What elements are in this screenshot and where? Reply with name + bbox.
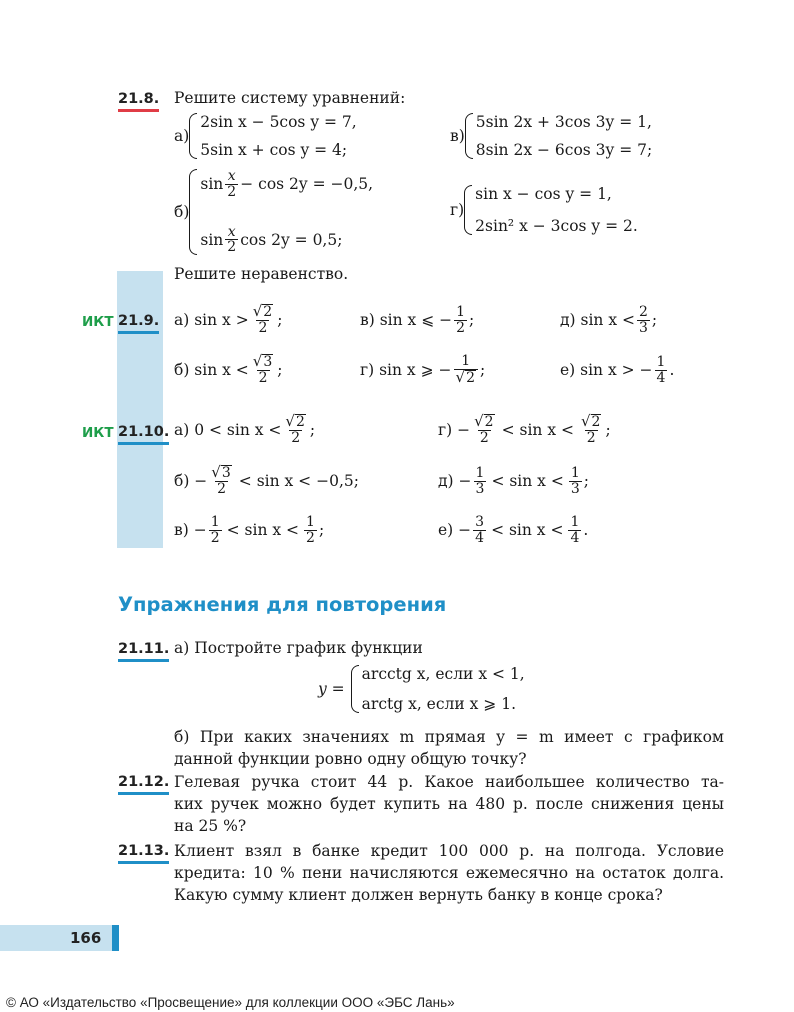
system-a xyxy=(174,112,357,160)
section-heading: Упражнения для повторения xyxy=(118,593,447,616)
system-a-line1: 2sin x − 5cos y = 7, xyxy=(200,113,357,131)
system-a-label: а) xyxy=(174,127,190,145)
page-number-accent xyxy=(112,925,119,951)
ineq-21-9-v: в) sin x ⩽ − $\frac{1}{2}$ ; xyxy=(360,303,475,336)
problem-21-11-number: 21.11. xyxy=(118,641,169,657)
system-g xyxy=(450,184,638,236)
ikt-tag-21-9: ИКТ xyxy=(82,314,114,330)
piecewise-function: y = arcctg x, если x < 1, arctg x, если x ⩾ 1. xyxy=(318,665,525,713)
ineq-21-10-d: д) − $\frac{1}{3}$ < sin x < $\frac{1}{3}$ ; xyxy=(438,464,589,497)
piecewise-case-1: arcctg x, если x < 1, xyxy=(361,665,525,683)
piecewise-case-2: arctg x, если x ⩾ 1. xyxy=(361,695,517,713)
system-b-label: б) xyxy=(174,203,190,221)
ineq-21-9-d: д) sin x < $\frac{2}{3}$ ; xyxy=(560,303,658,336)
system-g-line1: sin x − cos y = 1, xyxy=(475,185,612,203)
ineq-21-10-b: б) − √ 3 2 < sin x < −0,5; xyxy=(174,463,359,497)
ineq-21-9-e: е) sin x > − $\frac{1}{4}$ . xyxy=(560,353,675,386)
problem-21-13-text: Клиент взял в банке кредит 100 000 р. на полгода. Условие кредита: 10 % пени начисляются ежемесячно на остаток долга. Какую сумму клиент должен вернуть банку в конце срока? xyxy=(174,842,724,904)
ineq-21-9-b: б) sin x < √ 3 2 ; xyxy=(174,352,283,386)
system-v-line2: 8sin 2x − 6cos 3y = 7; xyxy=(475,141,653,159)
problem-21-10-number: 21.10. xyxy=(118,424,169,440)
ineq-21-10-a: а) 0 < sin x < √ 2 2 ; xyxy=(174,412,316,446)
system-g-line2: 2sin² x − 3cos y = 2. xyxy=(475,217,638,235)
ineq-21-10-g: г) − √ 2 2 < sin x < √ 2 2 ; xyxy=(438,412,611,446)
system-g-label: г) xyxy=(450,201,465,219)
problem-21-11-a: а) Постройте график функции xyxy=(174,639,423,657)
system-a-line2: 5sin x + cos y = 4; xyxy=(200,141,348,159)
problem-21-11-b: б) При каких значениях m прямая y = m имеет с графиком данной функции ровно одну общую точку? xyxy=(174,728,724,768)
system-v xyxy=(450,112,652,160)
system-b-line1: sin $\frac{x}{2}$ − cos 2y = −0,5, xyxy=(200,168,374,200)
system-v-label: в) xyxy=(450,127,465,145)
problem-21-12-number: 21.12. xyxy=(118,774,169,790)
ineq-21-9-a: а) sin x > √ 2 2 ; xyxy=(174,302,283,336)
system-v-line1: 5sin 2x + 3cos 3y = 1, xyxy=(475,113,652,131)
inequality-intro: Решите неравенство. xyxy=(174,265,349,283)
system-b xyxy=(174,168,373,256)
ikt-tag-21-10: ИКТ xyxy=(82,425,114,441)
problem-21-9-number: 21.9. xyxy=(118,313,159,329)
ineq-21-10-e: е) − $\frac{3}{4}$ < sin x < $\frac{1}{4}$ . xyxy=(438,513,589,546)
problem-21-12-text: Гелевая ручка стоит 44 р. Какое наибольшее количество та- ких ручек можно будет купить на 480 р. после снижения цены на 25 %? xyxy=(174,773,724,835)
problem-21-8-number: 21.8. xyxy=(118,91,159,107)
problem-21-8-text: Решите систему уравнений: xyxy=(174,89,406,107)
page-number: 166 xyxy=(70,929,102,947)
copyright-notice: © АО «Издательство «Просвещение» для коллекции ООО «ЭБС Лань» xyxy=(6,995,455,1010)
ineq-21-10-v: в) − $\frac{1}{2}$ < sin x < $\frac{1}{2}$ ; xyxy=(174,513,325,546)
ineq-21-9-g: г) sin x ⩾ − 1 √ 2 ; xyxy=(360,353,486,386)
system-b-line2: sin $\frac{x}{2}$ cos 2y = 0,5; xyxy=(200,223,343,256)
problem-21-13-number: 21.13. xyxy=(118,843,169,859)
